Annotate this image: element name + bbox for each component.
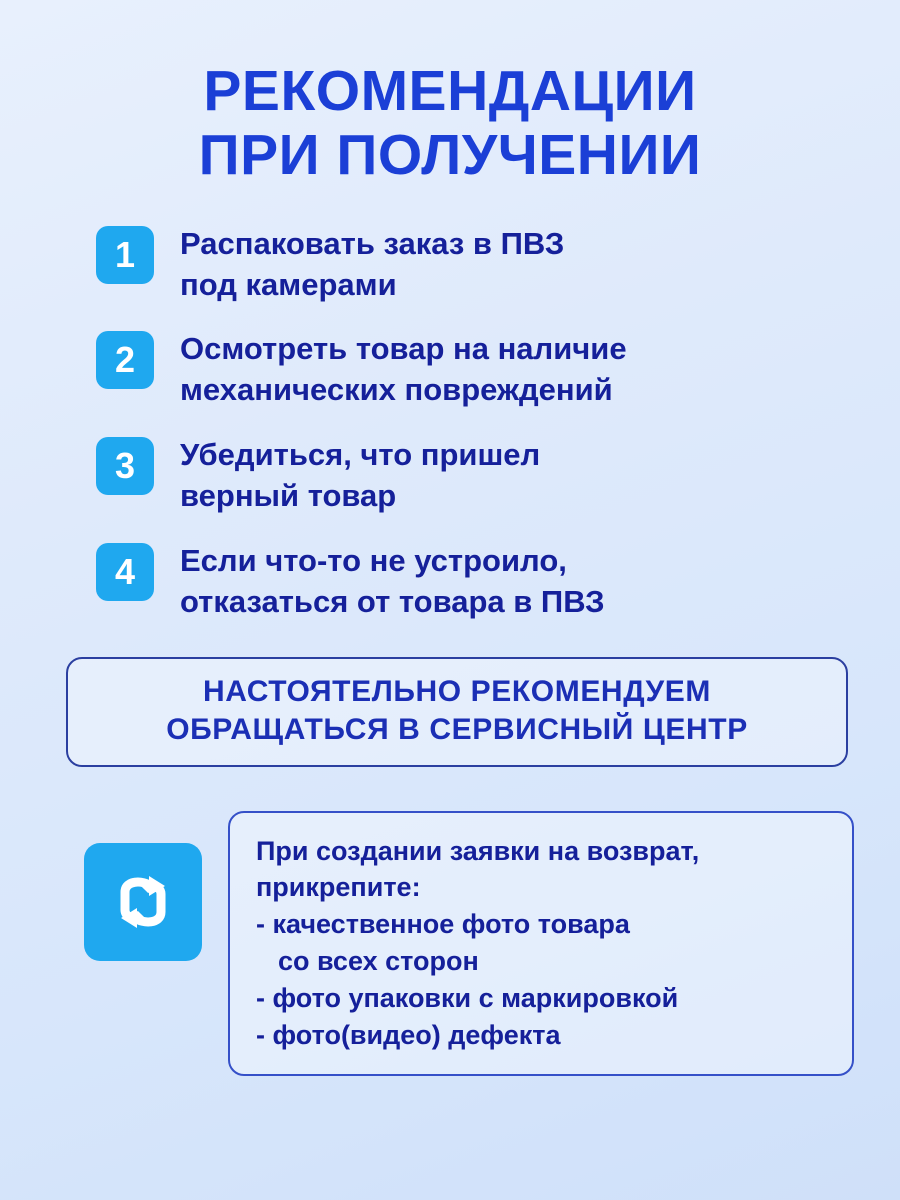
- banner-line-2: ОБРАЩАТЬСЯ В СЕРВИСНЫЙ ЦЕНТР: [166, 712, 748, 746]
- step-number-badge: 3: [96, 437, 154, 495]
- banner-line-1: НАСТОЯТЕЛЬНО РЕКОМЕНДУЕМ: [203, 674, 711, 708]
- page-title-line-1: РЕКОМЕНДАЦИИ: [203, 59, 697, 123]
- step-text-line-2: верный товар: [180, 478, 397, 514]
- note-line-5: - фото упаковки с маркировкой: [256, 983, 679, 1014]
- step-text-line-1: Распаковать заказ в ПВЗ: [180, 225, 565, 261]
- note-line-2: прикрепите:: [256, 872, 421, 903]
- note-line-4: со всех сторон: [278, 946, 479, 977]
- step-text: [180, 433, 540, 517]
- list-item: [96, 222, 866, 306]
- note-line-6: - фото(видео) дефекта: [256, 1020, 561, 1051]
- step-text: [180, 539, 605, 623]
- note-line-3: - качественное фото товара: [256, 909, 630, 940]
- step-text-line-2: под камерами: [180, 266, 397, 302]
- list-item: [96, 539, 866, 623]
- return-exchange-icon: [84, 843, 202, 961]
- step-text-line-2: механических повреждений: [180, 372, 613, 408]
- page-title-line-2: ПРИ ПОЛУЧЕНИИ: [198, 122, 702, 187]
- step-text-line-1: Осмотреть товар на наличие: [180, 331, 627, 367]
- return-instructions-block: [84, 811, 854, 1077]
- service-center-banner: [66, 657, 848, 767]
- steps-list: [96, 222, 866, 623]
- page-title: [34, 60, 866, 188]
- list-item: [96, 327, 866, 411]
- return-note: [228, 811, 854, 1077]
- step-number-badge: 1: [96, 226, 154, 284]
- step-text-line-1: Убедиться, что пришел: [180, 437, 541, 473]
- step-number-badge: 2: [96, 331, 154, 389]
- step-text-line-1: Если что-то не устроило,: [180, 543, 567, 579]
- step-text: [180, 222, 564, 306]
- list-item: [96, 433, 866, 517]
- step-text-line-2: отказаться от товара в ПВЗ: [180, 584, 605, 619]
- step-text: [180, 327, 627, 411]
- note-line-1: При создании заявки на возврат,: [256, 835, 700, 866]
- step-number-badge: 4: [96, 543, 154, 601]
